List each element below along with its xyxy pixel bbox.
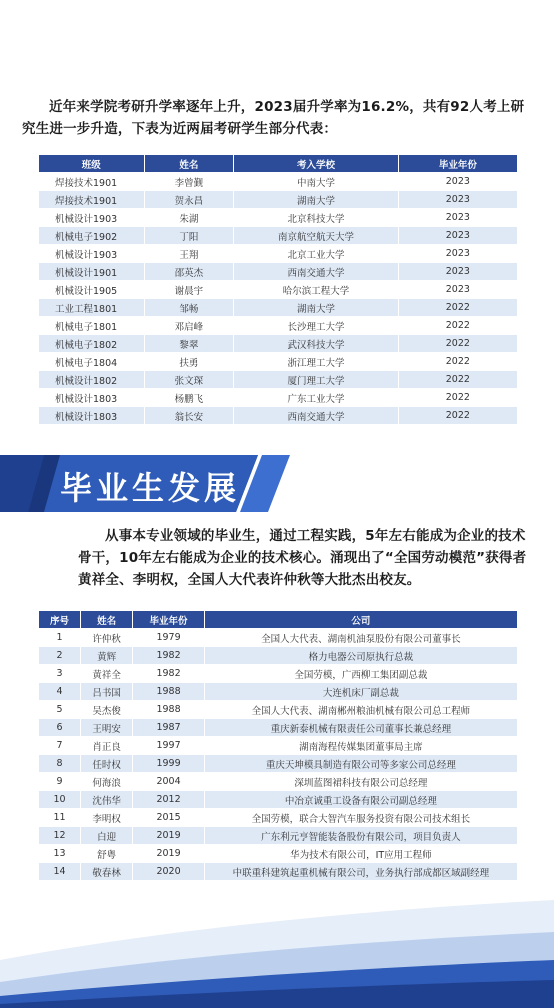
table-row [39,173,517,190]
table-cell: 湖南大学 [234,299,397,316]
table-row [39,281,517,298]
table-row [39,809,517,826]
table-cell: 10 [39,791,80,808]
table-cell: 机械电子1902 [39,227,144,244]
table-cell: 黄祥全 [81,665,132,682]
table-cell: 机械设计1903 [39,209,144,226]
table-cell: 机械设计1803 [39,389,144,406]
table-cell: 12 [39,827,80,844]
table-cell: 中联重科建筑起重机械有限公司，业务执行部成都区域副经理 [205,863,517,880]
table-row [39,629,517,646]
table-cell: 2023 [399,245,517,262]
table-row [39,737,517,754]
column-header: 姓名 [145,155,234,172]
table-cell: 2022 [399,389,517,406]
table-row [39,263,517,280]
table-row [39,683,517,700]
table-cell: 许仲秋 [81,629,132,646]
table-cell: 吴杰俊 [81,701,132,718]
table-cell: 1982 [133,647,203,664]
table-cell: 3 [39,665,80,682]
table-cell: 2019 [133,827,203,844]
development-paragraph: 从事本专业领域的毕业生，通过工程实践，5年左右能成为企业的技术骨干，10年左右能成为企业的技术核心。涌现出了“全国劳动模范”获得者黄祥全、李明权，全国人大代表许仲秋等大批杰出校友。 [78,528,527,588]
table-row [39,791,517,808]
column-header: 班级 [39,155,144,172]
table-cell: 丁阳 [145,227,234,244]
table-row [39,773,517,790]
table-cell: 2023 [399,227,517,244]
table-cell: 西南交通大学 [234,263,397,280]
table-cell: 2022 [399,317,517,334]
table-cell: 焊接技术1901 [39,191,144,208]
table-cell: 白迎 [81,827,132,844]
table-cell: 任时权 [81,755,132,772]
table-row [39,701,517,718]
table-cell: 舒粤 [81,845,132,862]
table-cell: 邓启峰 [145,317,234,334]
table-cell: 杨鹏飞 [145,389,234,406]
table-cell: 广东利元亨智能装备股份有限公司，项目负责人 [205,827,517,844]
table-cell: 机械设计1903 [39,245,144,262]
section-banner [0,455,290,512]
column-header: 毕业年份 [133,611,203,628]
table-cell: 重庆天坤模具制造有限公司等多家公司总经理 [205,755,517,772]
table-cell: 13 [39,845,80,862]
table-cell: 扶勇 [145,353,234,370]
column-header: 序号 [39,611,80,628]
column-header: 考入学校 [234,155,397,172]
table-cell: 格力电器公司原执行总裁 [205,647,517,664]
table-cell: 1997 [133,737,203,754]
table-cell: 2022 [399,371,517,388]
table-cell: 2004 [133,773,203,790]
table-cell: 5 [39,701,80,718]
table-cell: 中冶京诚重工设备有限公司副总经理 [205,791,517,808]
table-cell: 2020 [133,863,203,880]
table-cell: 哈尔滨工程大学 [234,281,397,298]
table-cell: 朱湖 [145,209,234,226]
table-row [39,827,517,844]
table-cell: 吕书国 [81,683,132,700]
table-cell: 2023 [399,263,517,280]
section-title: 毕业生发展 [60,469,241,507]
table-row [39,245,517,262]
table-row [39,227,517,244]
table-cell: 何海浪 [81,773,132,790]
table-row [39,191,517,208]
footer-wave-decoration [0,900,554,1008]
table-header-row [39,611,517,628]
table-row [39,335,517,352]
table-cell: 邵英杰 [145,263,234,280]
table-cell: 11 [39,809,80,826]
table-cell: 2022 [399,299,517,316]
table-cell: 2022 [399,353,517,370]
table-cell: 深圳蓝图裙科技有限公司总经理 [205,773,517,790]
table-row [39,647,517,664]
table-cell: 浙江理工大学 [234,353,397,370]
table-row [39,209,517,226]
table-row [39,389,517,406]
table-row [39,755,517,772]
table-cell: 翁长安 [145,407,234,424]
table-cell: 北京工业大学 [234,245,397,262]
table-cell: 2023 [399,281,517,298]
table-row [39,845,517,862]
column-header: 公司 [205,611,517,628]
table-cell: 1988 [133,701,203,718]
column-header: 姓名 [81,611,132,628]
table-row [39,665,517,682]
table-cell: 2012 [133,791,203,808]
table-cell: 大连机床厂副总裁 [205,683,517,700]
table-cell: 2015 [133,809,203,826]
table-cell: 中南大学 [234,173,397,190]
table-cell: 7 [39,737,80,754]
table-cell: 2019 [133,845,203,862]
table-cell: 西南交通大学 [234,407,397,424]
graduate-study-table [38,154,518,425]
table-row [39,317,517,334]
table-cell: 广东工业大学 [234,389,397,406]
table-cell: 焊接技术1901 [39,173,144,190]
table-cell: 湖南大学 [234,191,397,208]
table-row [39,407,517,424]
table-cell: 贺永昌 [145,191,234,208]
table-cell: 武汉科技大学 [234,335,397,352]
table-cell: 全国劳模，广西柳工集团副总裁 [205,665,517,682]
table-cell: 全国人大代表、湖南郴州粮油机械有限公司总工程师 [205,701,517,718]
table-cell: 华为技术有限公司，IT应用工程师 [205,845,517,862]
table-row [39,863,517,880]
table-row [39,719,517,736]
table-cell: 机械电子1804 [39,353,144,370]
table-cell: 9 [39,773,80,790]
table-cell: 王翔 [145,245,234,262]
table-cell: 2022 [399,407,517,424]
table-cell: 张文琛 [145,371,234,388]
table-cell: 工业工程1801 [39,299,144,316]
table-cell: 黎翠 [145,335,234,352]
table-cell: 肖正良 [81,737,132,754]
table-cell: 机械电子1801 [39,317,144,334]
table-cell: 2 [39,647,80,664]
table-cell: 1988 [133,683,203,700]
table-cell: 1979 [133,629,203,646]
table-cell: 长沙理工大学 [234,317,397,334]
table-row [39,371,517,388]
table-cell: 湖南海程传媒集团董事局主席 [205,737,517,754]
table-cell: 厦门理工大学 [234,371,397,388]
table-cell: 机械设计1905 [39,281,144,298]
intro-paragraph: 近年来学院考研升学率逐年上升，2023届升学率为16.2%，共有92人考上研究生进一步升造，下表为近两届考研学生部分代表： [22,99,525,137]
table-cell: 1 [39,629,80,646]
table-cell: 邹畅 [145,299,234,316]
table-cell: 8 [39,755,80,772]
table-cell: 北京科技大学 [234,209,397,226]
table-cell: 全国人大代表、湖南机油泵股份有限公司董事长 [205,629,517,646]
table-row [39,299,517,316]
table-cell: 谢晨宇 [145,281,234,298]
table-cell: 2023 [399,173,517,190]
table-cell: 全国劳模，联合大智汽车服务投资有限公司技术组长 [205,809,517,826]
table-row [39,353,517,370]
table-cell: 敬春林 [81,863,132,880]
table-cell: 2023 [399,191,517,208]
table-cell: 6 [39,719,80,736]
table-cell: 2022 [399,335,517,352]
table-cell: 4 [39,683,80,700]
table-cell: 1999 [133,755,203,772]
table-cell: 1987 [133,719,203,736]
table-cell: 王明安 [81,719,132,736]
table-cell: 机械设计1803 [39,407,144,424]
table-cell: 李明权 [81,809,132,826]
table-cell: 南京航空航天大学 [234,227,397,244]
table-cell: 机械设计1802 [39,371,144,388]
table-cell: 李曾觐 [145,173,234,190]
table-cell: 黄辉 [81,647,132,664]
table-cell: 机械设计1901 [39,263,144,280]
table-header-row [39,155,517,172]
table-cell: 2023 [399,209,517,226]
table-cell: 重庆新泰机械有限责任公司董事长兼总经理 [205,719,517,736]
table-cell: 1982 [133,665,203,682]
table-cell: 14 [39,863,80,880]
table-cell: 机械电子1802 [39,335,144,352]
column-header: 毕业年份 [399,155,517,172]
table-cell: 沈伟华 [81,791,132,808]
alumni-table [38,610,518,881]
